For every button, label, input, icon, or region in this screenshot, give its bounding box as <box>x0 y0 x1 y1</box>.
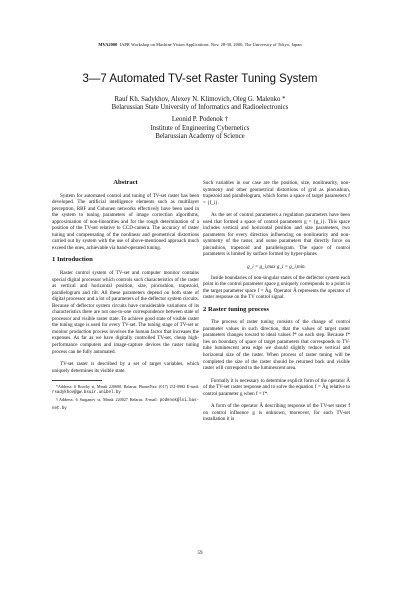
footnote-rule <box>52 380 102 381</box>
section-1-heading: 1 Introduction <box>52 256 93 264</box>
footnote-1-text: *Address: 6 Brovky st, Minsk 220600, Belarus. Phone/Fax: (017) 231-0982 E-mail: <box>56 384 199 390</box>
left-column <box>52 180 199 413</box>
workshop-code: MVA2000 <box>98 42 118 47</box>
workshop-info: IAPR Workshop on Machine Vision Applications. Nov. 28-30, 2000, The University of Tokyo, Japan <box>119 42 302 47</box>
right-paragraph-2: As the set of control parameters a regulation parameters have been used that formed a space of control parameters g = {g_i}. This space includes vertical and horizontal position and size parameters, two parameters for every direction influencing on nonlinearity and non-symmetry of the raster, and some parameters that directly force on pincushion, trapezoid and parallelogram. The space of control parameters is limited by surface formed by hyper-planes <box>203 212 350 258</box>
footnote-2-text: †Address: 6 Surganov st, Minsk 220027 Belarus. E-mail: <box>56 397 158 403</box>
abstract-text: System for automated control and tuning of TV-set raster has been developed. The artificial intelligence elements such as multilayer perceptron, RBF and Cohonen networks effectively have been used in the system to tuning parameters of image correction algorithms, approximation of non-linearities and for the rough determination of a position of the TV-set relative to CCD-camera. The accuracy of raster tuning and compensating of the nonlinear and geometrical distortions carried out by system with the use of above-mentioned approach much exceed the ones, achievable via hand-operated tuning. <box>52 192 199 251</box>
section-2-heading: 2 Raster tuning process <box>203 305 269 313</box>
right-paragraph-3: Inside boundaries of non-singular states of the deflector system each point in the control parameter space g uniquely corresponds to a point in the target parameter space f = Âg. Operator Â represents the operator of raster response on the TV control signal. <box>203 274 350 301</box>
footnote-2-email: podenok@lsi.bas-net.by <box>52 399 199 411</box>
right-column <box>203 180 350 429</box>
page-number: 59 <box>197 551 203 556</box>
footnote-1 <box>52 384 199 396</box>
running-header <box>0 42 400 47</box>
author-block <box>0 96 400 141</box>
right-paragraph-1: Such variables in our case are the position, size, nonlinearity, non-symmetry and other geometrical distortions of grid as pincushion, trapezoid and parallelogram, which forms a space of target parameters f = {f_i}. <box>203 180 350 206</box>
footnote-2 <box>52 397 199 411</box>
footnote-1-email: rsadykhov@gw.bsuir.unibel.by <box>52 391 121 396</box>
intro-paragraph-1: Raster control system of TV-set and computer monitor contains special digital processor which controls such characteristics of the raster as vertical and horizontal position, size, pincushion, trapezoid, parallelogram and tilt. All these parameters depend on both state of digital processor and a lot of parameters of the deflector system circuits. Because of deflector system circuits have considerable variations of its characteristics there are not one-to-one correspondence between state of processor and visible raster state. To achieve good state of visible raster the tuning stage is used for every TV-set. The tuning stage of TV-set or monitor production process involves the human factor that increases the expenses. As far as we have digitally controlled TV-set, cheap high-performance computers and image-capture devices the raster tuning process can be fully automated. <box>52 270 199 355</box>
intro-paragraph-2: TV-set raster is described by a set of target variables, which uniquely determines its visible state. <box>52 361 199 374</box>
affiliation-line-2: Institute of Engineering Cybernetics <box>150 124 250 132</box>
abstract-heading: Abstract <box>113 179 138 186</box>
paper-title: 3—7 Automated TV-set Raster Tuning System <box>82 73 318 85</box>
affiliation-line-3: Belarussian Academy of Science <box>155 132 245 140</box>
tuning-paragraph-1: The process of raster tuning consists of the change of control parameter values in such direction, that the values of target raster parameters changes toward to ideal values f* on each step. Because f* lies on boundary of space of target parameters that corresponds to TV-tube luminescent area edge we should slightly reduce vertical and horizontal size of the raster. When process of raster tuning will be completed the size of the raster should be returned back and visible raster will correspond to the luminescent area. <box>203 319 350 372</box>
boundary-formula: g_i = g_i,max g_i = g_i,min. <box>247 264 306 271</box>
affiliation-line-1: Belarussian State University of Informatics and Radioelectronics <box>111 104 289 112</box>
authors-line-2: Leonid P. Podenok † <box>171 116 229 124</box>
tuning-paragraph-2: Formally it is necessary to determine explicit form of the operator Â of the TV-set raster response and to solve the equation f = Âg relative to control parameter g when f = f*. <box>203 377 350 397</box>
tuning-paragraph-3: A form of the operator Â describing response of the TV-set raster f on control influence g is unknown, moreover, for each TV-set installation it is <box>203 403 350 423</box>
authors-line-1: Rauf Kh. Sadykhov, Alexey N. Klimovich, Oleg G. Malenko * <box>114 96 286 103</box>
